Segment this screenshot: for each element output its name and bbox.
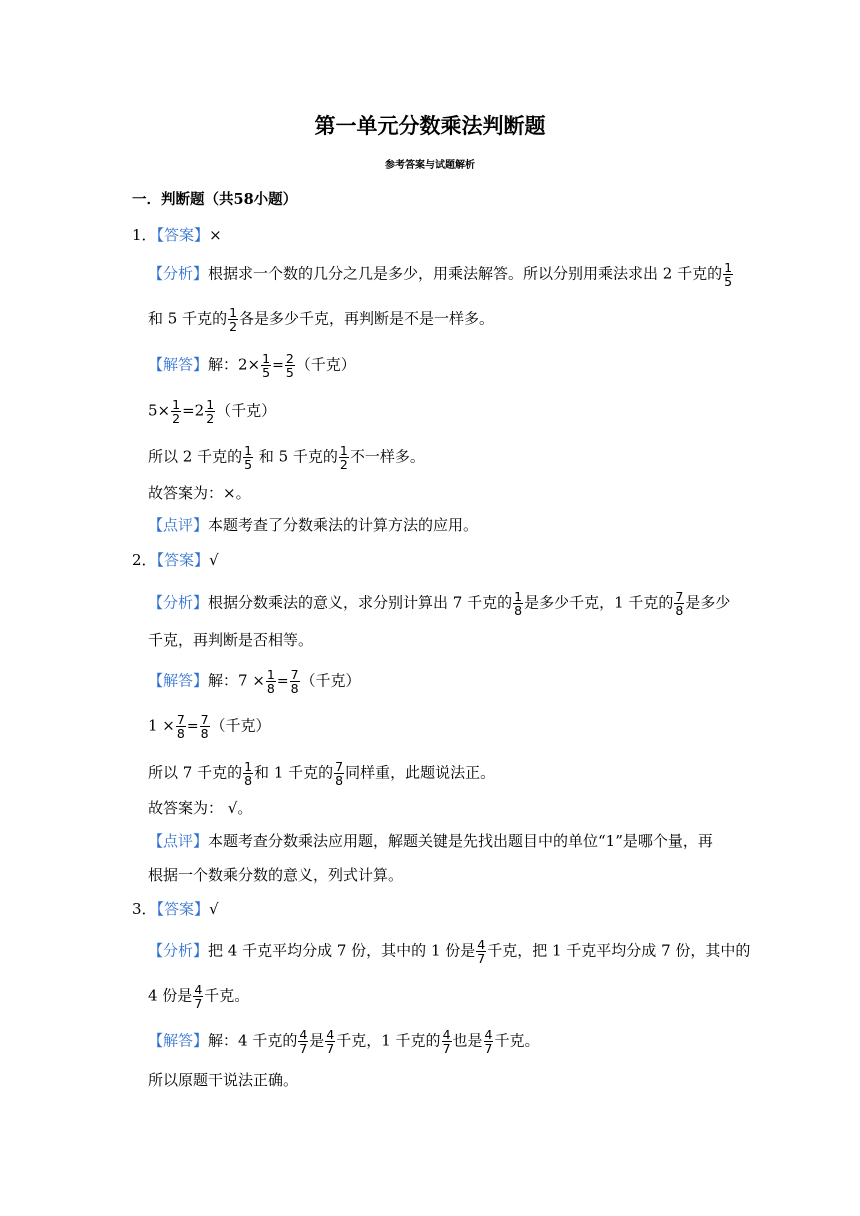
q2-conclusion-text: 所以 7 千克的 xyxy=(148,763,243,782)
q1-analysis-line2 xyxy=(148,306,494,333)
equals-sign: =2 xyxy=(182,401,205,420)
q1-analysis-text2a: 和 5 千克的 xyxy=(148,309,228,328)
q2-comment-line2: 根据一个数乘分数的意义，列式计算。 xyxy=(148,866,404,884)
fraction-denominator: 5 xyxy=(244,457,253,473)
fraction-numerator: 1 xyxy=(266,667,275,682)
q2-answer-value: √ xyxy=(209,551,219,569)
fraction-numerator: 4 xyxy=(442,1027,451,1042)
q2-solution-tag: 【解答】 xyxy=(148,671,209,690)
fraction-numerator: 4 xyxy=(299,1027,308,1042)
fraction-numerator: 1 xyxy=(339,443,348,458)
q1-solution-text: 解：2× xyxy=(208,355,261,374)
q3-solution-text: 千克，1 千克的 xyxy=(336,1031,441,1050)
q1-answer-line xyxy=(132,228,222,243)
q2-final-answer: 故答案为： √。 xyxy=(148,799,253,817)
fraction-denominator: 8 xyxy=(290,681,299,697)
fraction xyxy=(176,713,186,740)
fraction xyxy=(261,352,271,379)
q3-answer-tag: 【答案】 xyxy=(156,900,210,918)
fraction-numerator: 1 xyxy=(229,305,238,320)
fraction xyxy=(243,444,253,471)
fraction xyxy=(339,444,349,471)
fraction-numerator: 2 xyxy=(285,351,294,366)
q1-conclusion-text: 所以 2 千克的 xyxy=(148,447,243,466)
fraction xyxy=(243,760,253,787)
fraction-numerator: 1 xyxy=(244,759,253,774)
fraction xyxy=(442,1028,452,1055)
fraction xyxy=(228,306,238,333)
fraction-denominator: 2 xyxy=(229,319,238,335)
q3-solution-tag: 【解答】 xyxy=(148,1031,209,1050)
q1-comment-tag: 【点评】 xyxy=(148,516,209,534)
fraction-denominator: 2 xyxy=(339,457,348,473)
q3-solution-line1 xyxy=(148,1028,540,1055)
fraction-numerator: 1 xyxy=(724,260,733,275)
q2-comment-text: 本题考查分数乘法应用题，解题关键是先找出题目中的单位“1”是哪个量，再 xyxy=(208,832,713,850)
section-heading: 一．判断题（共58小题） xyxy=(132,191,298,208)
q3-analysis-text: 千克。 xyxy=(204,986,250,1005)
q1-final-answer: 故答案为：×。 xyxy=(148,484,251,502)
q3-solution-text: 也是 xyxy=(452,1031,483,1050)
q1-calc-text: 5× xyxy=(148,401,171,420)
fraction-denominator: 5 xyxy=(262,365,271,381)
fraction-numerator: 7 xyxy=(675,589,684,604)
q2-answer-tag: 【答案】 xyxy=(156,551,210,569)
q1-solution-line1 xyxy=(148,352,356,379)
q3-analysis-line1 xyxy=(148,938,750,965)
unit-text: （千克） xyxy=(295,355,356,374)
fraction-numerator: 4 xyxy=(477,937,486,952)
q3-analysis-line2 xyxy=(148,983,249,1010)
fraction-denominator: 7 xyxy=(442,1041,451,1057)
q2-solution-text: 解：7 × xyxy=(208,671,265,690)
equals-sign: = xyxy=(186,718,199,735)
page-title: 第一单元分数乘法判断题 xyxy=(314,114,546,138)
fraction-numerator: 7 xyxy=(290,667,299,682)
unit-text: （千克） xyxy=(300,671,361,690)
q3-solution-text: 解：4 千克的 xyxy=(208,1031,298,1050)
q2-analysis-text: 根据分数乘法的意义，求分别计算出 7 千克的 xyxy=(208,593,513,612)
q2-analysis-text: 是多少千克，1 千克的 xyxy=(524,593,674,612)
fraction-numerator: 1 xyxy=(206,397,215,412)
q1-solution-tag: 【解答】 xyxy=(148,355,209,374)
q2-analysis-tag: 【分析】 xyxy=(148,593,209,612)
fraction-numerator: 1 xyxy=(514,589,523,604)
q2-analysis-text: 是多少 xyxy=(685,593,731,612)
q3-analysis-text: 4 份是 xyxy=(148,986,193,1005)
q1-conclusion-line xyxy=(148,444,425,471)
q2-number: 2． xyxy=(132,551,157,569)
q2-conclusion-line xyxy=(148,760,495,787)
fraction-denominator: 7 xyxy=(299,1041,308,1057)
fraction xyxy=(193,983,203,1010)
equals-sign: = xyxy=(276,673,289,690)
q2-comment-line1 xyxy=(148,834,713,849)
fraction-denominator: 7 xyxy=(194,996,203,1012)
page-subtitle: 参考答案与试题解析 xyxy=(385,160,475,171)
fraction-numerator: 4 xyxy=(326,1027,335,1042)
fraction xyxy=(200,713,210,740)
unit-text: （千克） xyxy=(210,716,271,735)
fraction-numerator: 4 xyxy=(484,1027,493,1042)
q1-comment-text: 本题考查了分数乘法的计算方法的应用。 xyxy=(208,516,479,534)
fraction xyxy=(290,668,300,695)
fraction xyxy=(484,1028,494,1055)
fraction xyxy=(298,1028,308,1055)
q3-analysis-tag: 【分析】 xyxy=(148,941,209,960)
fraction xyxy=(476,938,486,965)
fraction-denominator: 8 xyxy=(514,603,523,619)
fraction-denominator: 5 xyxy=(285,365,294,381)
fraction-denominator: 5 xyxy=(724,274,733,290)
fraction-numerator: 1 xyxy=(172,397,181,412)
q1-conclusion-text: 不一样多。 xyxy=(349,447,425,466)
fraction-denominator: 8 xyxy=(176,726,185,742)
q3-conclusion-line: 所以原题干说法正确。 xyxy=(148,1071,299,1089)
fraction-denominator: 8 xyxy=(244,773,253,789)
q1-analysis-text1: 根据求一个数的几分之几是多少，用乘法解答。所以分别用乘法求出 2 千克的 xyxy=(208,264,723,283)
q1-answer-tag: 【答案】 xyxy=(156,226,210,244)
q1-analysis-tag: 【分析】 xyxy=(148,264,209,283)
fraction-numerator: 7 xyxy=(176,712,185,727)
q3-answer-line xyxy=(132,902,219,917)
q2-answer-line xyxy=(132,553,219,568)
fraction-denominator: 2 xyxy=(206,411,215,427)
q3-number: 3． xyxy=(132,900,157,918)
q2-conclusion-text: 和 1 千克的 xyxy=(254,763,334,782)
q1-answer-value: × xyxy=(209,226,222,244)
equals-sign: = xyxy=(272,357,284,374)
fraction xyxy=(334,760,344,787)
fraction xyxy=(513,590,523,617)
fraction-numerator: 1 xyxy=(244,443,253,458)
fraction xyxy=(285,352,295,379)
fraction-denominator: 8 xyxy=(200,726,209,742)
q3-solution-text: 千克。 xyxy=(494,1031,540,1050)
fraction-numerator: 7 xyxy=(200,712,209,727)
q1-solution-line2 xyxy=(148,398,276,425)
fraction xyxy=(674,590,684,617)
q2-solution-line2 xyxy=(148,713,271,740)
fraction xyxy=(266,668,276,695)
q2-solution-line1 xyxy=(148,668,361,695)
q1-analysis-text2b: 各是多少千克，再判断是不是一样多。 xyxy=(239,309,495,328)
fraction-numerator: 7 xyxy=(335,759,344,774)
fraction-denominator: 2 xyxy=(172,411,181,427)
q3-analysis-text: 千克，把 1 千克平均分成 7 份，其中的 xyxy=(487,941,751,960)
fraction-denominator: 7 xyxy=(477,951,486,967)
q3-analysis-text: 把 4 千克平均分成 7 份，其中的 1 份是 xyxy=(208,941,476,960)
fraction-denominator: 8 xyxy=(335,773,344,789)
q1-analysis-line1 xyxy=(148,261,734,288)
q3-solution-text: 是 xyxy=(309,1031,325,1050)
unit-text: （千克） xyxy=(216,401,277,420)
fraction-numerator: 4 xyxy=(194,982,203,997)
fraction xyxy=(723,261,733,288)
fraction-denominator: 7 xyxy=(326,1041,335,1057)
q1-conclusion-text: 和 5 千克的 xyxy=(254,447,338,466)
fraction-denominator: 7 xyxy=(484,1041,493,1057)
q1-number: 1． xyxy=(132,226,157,244)
fraction xyxy=(325,1028,335,1055)
fraction xyxy=(171,398,181,425)
fraction-denominator: 8 xyxy=(266,681,275,697)
q2-conclusion-text: 同样重，此题说法正。 xyxy=(345,763,496,782)
q2-analysis-line1 xyxy=(148,590,730,617)
q2-calc-text: 1 × xyxy=(148,716,175,735)
q2-comment-tag: 【点评】 xyxy=(148,832,209,850)
q2-analysis-line2: 千克，再判断是否相等。 xyxy=(148,631,314,649)
q1-comment-line xyxy=(148,518,478,533)
fraction xyxy=(205,398,215,425)
q3-answer-value: √ xyxy=(209,900,219,918)
fraction-denominator: 8 xyxy=(675,603,684,619)
fraction-numerator: 1 xyxy=(262,351,271,366)
